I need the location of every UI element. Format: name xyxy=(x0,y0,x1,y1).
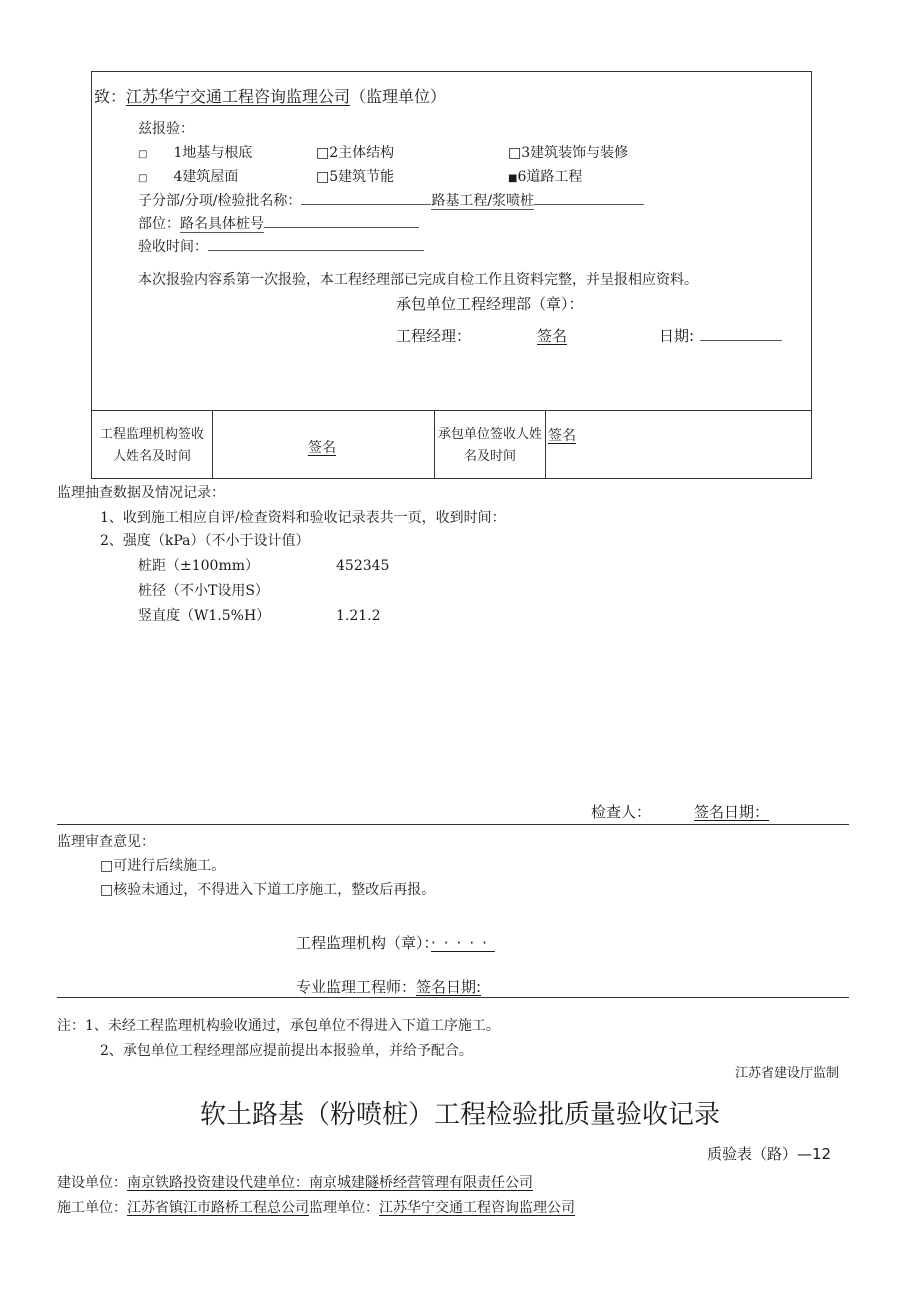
time-blank xyxy=(208,238,424,251)
supervisor-unit-label: 监理单位： xyxy=(309,1200,379,1216)
subitem-line xyxy=(138,190,644,210)
review-divider xyxy=(57,997,849,998)
builder-value: 南京铁路投资建设代建单位：南京城建隧桥经营管理有限责任公司 xyxy=(127,1175,533,1191)
subitem-label: 子分部/分项/检验批名称： xyxy=(138,193,302,209)
builder-line xyxy=(57,1172,533,1192)
row-value: 1.21.2 xyxy=(336,608,381,624)
checkbox-icon: □ xyxy=(138,149,148,160)
issuer-text: 江苏省建设厅监制 xyxy=(735,1066,840,1081)
builder-label: 建设单位： xyxy=(57,1175,127,1191)
engineer-line xyxy=(296,976,481,997)
supervision-org-label: 工程监理机构（章）： xyxy=(296,934,432,952)
subitem-blank-right xyxy=(534,192,644,205)
checkbox-icon: □ xyxy=(316,145,330,161)
contractor-receipt-signature: 签名 xyxy=(548,428,576,444)
checked-box-icon: ■ xyxy=(508,173,518,184)
review-option-rejected[interactable]: □核验未通过，不得进入下道工序施工，整改后再报。 xyxy=(100,882,436,898)
option-label: 2主体结构 xyxy=(329,145,395,161)
location-line xyxy=(138,213,419,233)
engineer-label: 专业监理工程师： xyxy=(296,978,417,996)
review-option-proceed[interactable]: □可进行后续施工。 xyxy=(100,858,226,874)
supervisor-receipt-label: 工程监理机构签收人姓名及时间 xyxy=(100,427,205,464)
manager-signature: 签名 xyxy=(537,327,568,345)
option-label: 6道路工程 xyxy=(517,169,583,185)
option-label: 3建筑装饰与装修 xyxy=(521,145,629,161)
receipt-divider-2 xyxy=(434,410,435,479)
option-roofing[interactable] xyxy=(138,166,238,186)
option-foundation[interactable] xyxy=(138,142,252,162)
addressee-prefix: 致： xyxy=(94,87,127,106)
inspection-heading: 监理抽查数据及情况记录： xyxy=(57,485,225,501)
supervisor-unit-value: 江苏华宁交通工程咨询监理公司 xyxy=(379,1200,575,1216)
record-title: 软土路基（粉喷桩）工程检验批质量验收记录 xyxy=(199,1100,720,1130)
manager-label: 工程经理： xyxy=(396,327,472,345)
form-code: 质验表（路）—12 xyxy=(707,1145,832,1163)
contractor-dept-label: 承包单位工程经理部（章）： xyxy=(396,295,584,313)
checkbox-icon: □ xyxy=(316,169,330,185)
checkbox-icon: □ xyxy=(508,145,522,161)
inspection-row-verticality xyxy=(138,605,381,625)
review-heading: 监理审查意见： xyxy=(57,834,155,850)
option-road[interactable] xyxy=(508,166,582,186)
report-date xyxy=(659,325,782,346)
statement-text: 本次报验内容系第一次报验，本工程经理部已完成自检工作且资料完整，并呈报相应资料。 xyxy=(138,272,698,288)
row-value: 452345 xyxy=(336,558,390,574)
supervision-org-line xyxy=(296,932,495,953)
engineer-signature: 签名日期: xyxy=(416,978,482,996)
row-label: 竖直度（W1.5%H） xyxy=(138,608,271,624)
location-blank xyxy=(264,215,419,228)
addressee-line xyxy=(94,84,446,107)
receipt-divider-1 xyxy=(212,410,213,479)
date-blank xyxy=(700,328,782,341)
inspector-label: 检查人： xyxy=(591,803,652,821)
receipt-divider-3 xyxy=(545,410,546,479)
inspection-item-1: 1、收到施工相应自评/检查资料和验收记录表共一页，收到时间： xyxy=(100,510,506,526)
supervision-org-seal: ····· xyxy=(431,934,495,952)
note-2: 2、承包单位工程经理部应提前提出本报验单，并给予配合。 xyxy=(100,1043,473,1059)
row-label: 桩径（不小T设用S） xyxy=(138,583,269,599)
constructor-label: 施工单位： xyxy=(57,1200,127,1216)
addressee-name: 江苏华宁交通工程咨询监理公司 xyxy=(126,87,351,106)
inspector-signature: 签名日期： xyxy=(694,803,770,821)
subitem-blank-left xyxy=(301,192,431,205)
inspection-item-2: 2、强度（kPa）（不小于设计值） xyxy=(100,533,310,549)
row-label: 桩距（±100mm） xyxy=(138,558,260,574)
time-label: 验收时间： xyxy=(138,239,208,255)
option-label: 5建筑节能 xyxy=(329,169,395,185)
inspection-divider xyxy=(57,824,849,825)
constructor-value: 江苏省镇江市路桥工程总公司 xyxy=(127,1200,309,1216)
subitem-value: 路基工程/浆喷桩 xyxy=(431,193,535,209)
contractor-receipt-label: 承包单位签收人姓名及时间 xyxy=(438,427,543,464)
location-value: 路名具体桩号 xyxy=(180,216,264,232)
report-box-divider xyxy=(91,410,812,411)
intro-text: 兹报验： xyxy=(138,121,194,137)
option-label: 4建筑屋面 xyxy=(173,169,239,185)
location-label: 部位： xyxy=(138,216,180,232)
option-label: 1地基与根底 xyxy=(173,145,253,161)
option-decoration[interactable] xyxy=(508,142,628,162)
inspection-row-pile-spacing xyxy=(138,555,389,575)
supervisor-receipt-signature: 签名 xyxy=(308,440,336,456)
checkbox-icon: □ xyxy=(138,173,148,184)
option-energy[interactable] xyxy=(316,166,394,186)
constructor-line xyxy=(57,1197,575,1217)
note-1: 注：1、未经工程监理机构验收通过，承包单位不得进入下道工序施工。 xyxy=(57,1018,500,1034)
date-label: 日期: xyxy=(659,327,695,345)
time-line xyxy=(138,236,424,256)
addressee-suffix: （监理单位） xyxy=(350,87,447,106)
option-main-structure[interactable] xyxy=(316,142,394,162)
inspection-row-pile-diameter xyxy=(138,580,336,600)
